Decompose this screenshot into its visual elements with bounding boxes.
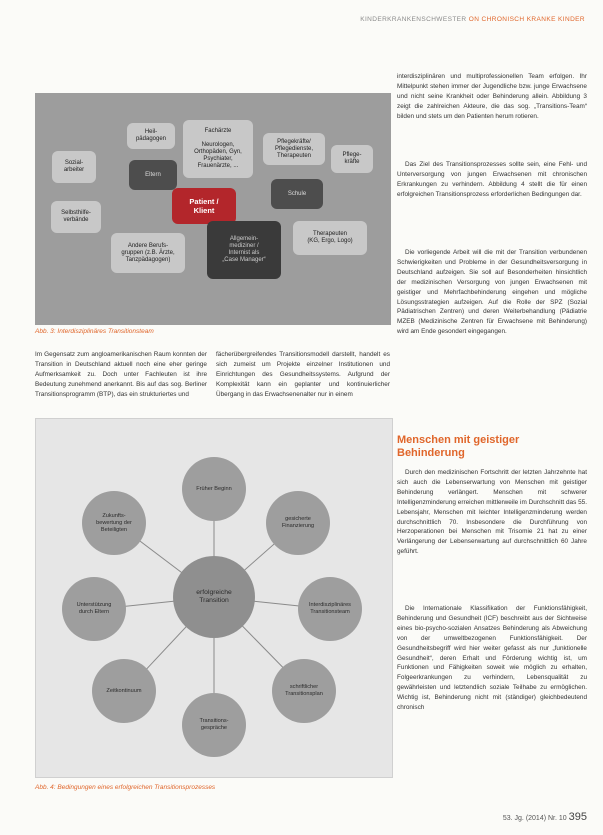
- page-footer: [503, 811, 587, 823]
- figure-4-caption: Abb. 4: Bedingungen eines erfolgreichen Transitionsprozesses: [35, 784, 216, 791]
- node-frueher-beginn: Früher Beginn: [182, 457, 246, 521]
- box-patient: Patient / Klient: [172, 188, 236, 224]
- page-number: 395: [568, 811, 587, 823]
- figure-transition-conditions: [35, 418, 393, 778]
- left-col-para-2: fächerübergreifendes Transitionsmodell darstellt, handelt es sich zumeist um Projekte einzelner Institutionen und Einrichtungen des Gesundheitssystems. Aufgrund der Komplexität kann ein geplanter und kontinuierlicher Übergang in das Erwachsenenalter nur in einem: [216, 351, 390, 398]
- header-left: KINDERKRANKENSCHWESTER: [360, 16, 467, 23]
- box-schule: Schule: [271, 179, 323, 209]
- node-zukunftsbewertung: Zukunfts- bewertung der Beteiligten: [82, 491, 146, 555]
- node-zeitkontinuum: Zeitkontinuum: [92, 659, 156, 723]
- node-transitionsteam: Interdisziplinäres Transitionsteam: [298, 577, 362, 641]
- node-erfolgreiche-transition: erfolgreiche Transition: [173, 556, 255, 638]
- node-eltern: Unterstützung durch Eltern: [62, 577, 126, 641]
- box-eltern: Eltern: [129, 160, 177, 190]
- figure-3-caption: Abb. 3: Interdisziplinäres Transitionsteam: [35, 328, 154, 335]
- figure-transition-team: [35, 93, 391, 325]
- right-col-para-3: Die vorliegende Arbeit will die mit der Transition verbundenen Schwierigkeiten und Probleme in der Gesundheitsversorgung in Deutschland aufzeigen. Sie soll auf Besonderheiten hinsichtlich der medizinischen Versorgung von jungen Erwachsenen mit geistiger und Mehrfachbehinderung eingehen und mögliche Lösungsstrategien aufzeigen. Auf die Rolle der SPZ (Sozial Pädiatrischen Zentren) und deren Weiterbehandlung (Pädiatrie MZEB (Medizinische Zentren für Erwachsene mit Behinderung) wird am Ende gesondert eingegangen.: [397, 249, 587, 336]
- running-header: [360, 16, 585, 23]
- box-sozialarbeiter: Sozial- arbeiter: [52, 151, 96, 183]
- left-col-para-1: Im Gegensatz zum angloamerikanischen Raum konnten der Transition in Deutschland aktuell noch eine eher geringe Aufmerksamkeit zu. Doch unter Fachleuten ist ihre Bedeutung zunehmend anerkannt. Bis auf das sog. Berliner Transitionsprogramm (BTP), das ein strukturiertes und: [35, 351, 207, 398]
- box-fachaerzte: Fachärzte Neurologen, Orthopäden, Gyn, Psychiater, Frauenärzte, ...: [183, 120, 253, 178]
- footer-volume: 53. Jg. (2014) Nr. 10: [502, 815, 567, 822]
- right-col-para-4: Durch den medizinischen Fortschritt der letzten Jahrzehnte hat sich auch die Lebenserwartung von Menschen mit geistiger Behinderung verlängert. Menschen mit schwerer Intelligenzminderung erreichen mittlerweile im Durchschnitt das 55. Lebensjahr, Menschen mit leichter Intelligenzminderung werden durchschnittlich 70. Insbesondere die Durchführung von Herzoperationen bei Menschen mit Trisomie 21 hat zu einer Verlängerung der Lebenserwartung auf durchschnittlich 60 Jahre geführt.: [397, 469, 587, 556]
- box-berufsgruppen: Andere Berufs- gruppen (z.B. Ärzte, Tanzpädagogen): [111, 233, 185, 273]
- box-selbsthilfe: Selbsthilfe- verbände: [51, 201, 101, 233]
- node-gespraeche: Transitions- gespräche: [182, 693, 246, 757]
- box-allgemeinmediziner: Allgemein- mediziner / Internist als „Case Manager“: [207, 221, 281, 279]
- header-right: CHRONISCH KRANKE KINDER: [481, 16, 585, 23]
- node-finanzierung: gesicherte Finanzierung: [266, 491, 330, 555]
- box-therapeuten: Therapeuten (KG, Ergo, Logo): [293, 221, 367, 255]
- right-col-para-2: Das Ziel des Transitionsprozesses sollte sein, eine Fehl- und Unterversorgung von jungen Erwachsenen mit chronischen Erkrankungen zu verhindern. Abbildung 4 stellt die für einen erfolgreichen Transitionsprozess erforderlichen Bedingungen dar.: [397, 161, 587, 198]
- box-pflegedienste: Pflegekräfte/ Pflegedienste, Therapeuten: [263, 133, 325, 165]
- right-col-para-5: Die Internationale Klassifikation der Funktionsfähigkeit, Behinderung und Gesundheit (ICF) beschreibt aus der Sichtweise eines bio-psycho-sozialen Ansatzes Behinderung als Abweichung von der umweltbezogenen Funktionsfähigkeit. Der Gesundheitsbegriff wird hier weiter gefasst als nur „funktionelle Gesundheit“, deren Erhalt und Förderung wichtig ist, um Funktionen und Fähigkeiten soweit wie möglich zu erhalten, Folgeerkrankungen zu verhindern, Lebensqualität zu gewährleisten und letztendlich soziale Teilhabe zu ermöglichen. Wichtig ist, Behinderung nicht mit (ständiger) gleichbedeutend chronisch: [397, 605, 587, 712]
- box-heilpaedagogen: Heil- pädagogen: [127, 123, 175, 149]
- box-pflegekraefte: Pflege- kräfte: [331, 145, 373, 173]
- header-mid: ON: [468, 16, 480, 23]
- right-col-para-1: interdisziplinären und multiprofessionellen Team erfolgen. Ihr Mittelpunkt stehen immer der Jugendliche bzw. junge Erwachsene und nicht seine Krankheit oder Behinderung allein. Abbildung 3 zeigt die zahlreichen Akteure, die das sog. „Transitions-Team“ bilden und stets um den Patienten herum rotieren.: [397, 73, 587, 120]
- section-heading: Menschen mit geistiger Behinderung: [397, 434, 520, 459]
- node-transitionsplan: schriftlicher Transitionsplan: [272, 659, 336, 723]
